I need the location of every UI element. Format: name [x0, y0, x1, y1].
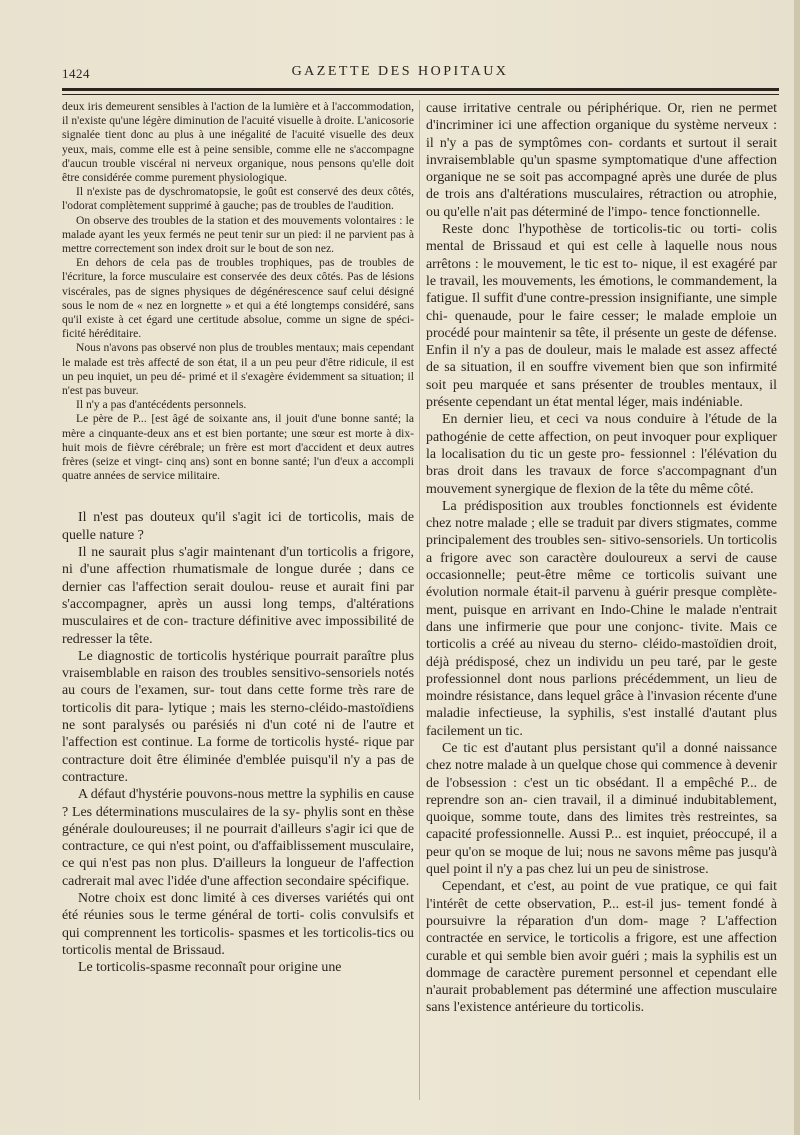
page-edge: [794, 0, 800, 1135]
paragraph: Il n'existe pas de dyschromatopsie, le goût est conservé des deux côtés, l'odorat complètement supprimé à gauche; pas de troubles de l'audition.: [62, 185, 414, 213]
page-number: 1424: [62, 66, 90, 81]
paragraph: En dehors de cela pas de troubles trophiques, pas de troubles de l'écriture, la force musculaire est conservée des deux côtés. Pas de lésions viscérales, pas de signes physiques de dégénérescence sauf celui désigné sous le nom de « nez en lorgnette » et qui a été longtemps considéré, sans qu'il existe à cet égard une certitude absolue, comme un signe de spéci- ficité héréditaire.: [62, 256, 414, 341]
header-rule-thin: [62, 94, 779, 95]
header-rule-thick: [62, 88, 779, 91]
paragraph: La prédisposition aux troubles fonctionnels est évidente chez notre malade ; elle se traduit par divers stigmates, comme principalement des troubles sen- sitivo-sensoriels. Un torticolis a frigore avec son caractère douloureux a servi de cause occasionnelle; peut-être même ce torticolis suivant une évolution normale était-il parvenu à guérir presque complète- ment, puisque en arrivant en Indo-Chine le malade n'entrait dans une infirmerie que pour une conjonc- tivite. Mais ce torticolis a créé au niveau du sterno- cléido-mastoïdien droit, déjà prédisposé, chez un individu un peu taré, par le geste professionnel dont nous parlions précédemment, un lieu de moindre résistance, dans lequel grâce à l'invasion récente d'une maladie infectieuse, la syphilis, s'est installé d'autant plus facilement un tic.: [426, 498, 777, 739]
paragraph: Il ne saurait plus s'agir maintenant d'un torticolis a frigore, ni d'une affection rhumatismale de longue durée ; dans ce dernier cas l'affection serait doulou- reuse et aurait fini par s'accompagner, après un aussi long temps, d'altérations musculaires et de con- tracture définitive avec impossibilité de redresser la tête.: [62, 545, 414, 647]
case-report-small-print: [62, 100, 414, 483]
paragraph: Le torticolis-spasme reconnaît pour origine une: [78, 960, 342, 976]
paragraph: A défaut d'hystérie pouvons-nous mettre la syphilis en cause ? Les déterminations musculaires de la sy- phylis sont en thèse générale douloureuses; il ne pourrait d'ailleurs s'agir ici que de contracture, ce qui n'est point, ou d'affaiblissement musculaire, ce qui n'est pas non plus. D'ailleurs la longueur de l'affection cadrerait mal avec l'idée d'une affection secondaire spécifique.: [62, 787, 414, 889]
paragraph: Notre choix est donc limité à ces diverses variétés qui ont été réunies sous le terme général de torti- colis convulsifs et qui comprennent les torticolis- spasmes et les torticolis-tics ou torticolis mental de Brissaud.: [62, 891, 414, 958]
right-column: [426, 100, 777, 1017]
paragraph: deux iris demeurent sensibles à l'action de la lumière et à l'accommodation, il n'existe qu'une légère diminution de l'acuité visuelle à droite. L'anicosorie signalée tient donc au plus à une inégalité de l'acuité visuelle des deux yeux, mais, comme elle est à peine sensible, comme elle ne s'accompagne d'aucun trouble viscéral ni nerveux organique, nous pensons qu'elle doit être considérée comme purement physiologique.: [62, 100, 414, 185]
paragraph: Cependant, et c'est, au point de vue pratique, ce qui fait l'intérêt de cette observation, P... est-il jus- tement fondé à poursuivre la réparation d'un dom- mage ? L'affection contractée en service, le torticolis a frigore, est une affection curable et qui semble bien avoir guéri ; mais la syphilis est un dommage de caractère purement personnel et cependant elle n'aurait probablement pas déterminé une affection musculaire sans l'existence antérieure du torticolis.: [426, 879, 777, 1016]
discussion-text: [62, 509, 414, 976]
paragraph: cause irritative centrale ou périphérique. Or, rien ne permet d'incriminer ici une affection organique du système nerveux : il n'y a pas de symptômes con- cordants et surtout il serait invraisemblable qu'un spasme symptomatique d'une affection organique ne se soit pas accompagné après une durée de plus de trois ans d'altérations musculaires, rétraction ou atrophie, ou qu'elle n'ait pas déterminé de l'impo- tence fonctionnelle.: [426, 101, 777, 220]
paragraph: Le diagnostic de torticolis hystérique pourrait paraître plus vraisemblable en raison des troubles sensitivo-sensoriels notés au cours de l'examen, sur- tout dans cette forme très rare de torticolis dit para- lytique ; mais les sterno-cléido-mastoïdiens ne sont paralysés ou parésiés ni d'un coté ni de l'autre et l'affection est continue. La forme de torticolis hysté- rique par contracture doit être éliminée d'emblée puisqu'il n'y a pas de contracture.: [62, 648, 414, 785]
journal-title: GAZETTE DES HOPITAUX: [291, 64, 509, 79]
paragraph: Il n'y a pas d'antécédents personnels.: [76, 398, 247, 412]
paragraph: Le père de P... [est âgé de soixante ans, il jouit d'une bonne santé; la mère a cinquante-deux ans et est bien portante; une sœur est morte à dix-huit mois de fièvre cérébrale; un frère est mort d'accident et deux autres frères (seize et vingt- cinq ans) sont en bonne santé; l'un d'eux a accompli quatre années de service militaire.: [62, 412, 414, 483]
left-column: [62, 100, 414, 977]
paragraph: Nous n'avons pas observé non plus de troubles mentaux; mais cependant le malade est très affecté de son état, il a un peu peur d'être ridicule, il est un peu inquiet, un peu dé- primé et il s'exagère évidemment sa situation; il n'est pas buveur.: [62, 341, 414, 398]
paragraph: Ce tic est d'autant plus persistant qu'il a donné naissance chez notre malade à un quelque chose qui commence à devenir de l'obsession : c'est un tic obsédant. Il a empêché P... de reprendre son an- cien travail, il a diminué indubitablement, quoique, somme toute, dans des limites très restreintes, sa capacité professionnelle. Aussi P... est inquiet, préoccupé, il a peur qu'on se moque de lui; nous ne savons même pas jusqu'à quel point il n'y a pas chez lui un peu de sinistrose.: [426, 740, 777, 878]
paragraph: En dernier lieu, et ceci va nous conduire à l'étude de la pathogénie de cette affection, on peut invoquer pour expliquer la localisation du tic un geste pro- fessionnel : l'élévation du bras droit dans les travaux de force s'accompagnant d'un mouvement synergique de flexion de la tête du même côté.: [426, 412, 777, 497]
paragraph: Il n'est pas douteux qu'il s'agit ici de torticolis, mais de quelle nature ?: [62, 510, 414, 543]
column-divider: [419, 100, 420, 1100]
paragraph: Reste donc l'hypothèse de torticolis-tic ou torti- colis mental de Brissaud et qui est celle à laquelle nous nous arrêtons : le mouvement, le tic est to- nique, il est exagéré par le travail, les mouvements, les émotions, le commandement, la fatigue. Il suffit d'une contre-pression insignifiante, une simple chi- quenaude, pour le faire cesser; le malade emploie un procédé pour maintenir sa tête, il présente un geste de défense. Enfin il n'y a pas de douleur, mais le malade est assez affecté de sa situation, il en souffre vivement bien que son infirmité soit peu marquée et sans présenter de troubles mentaux, il présente cependant un état mental léger, mais indéniable.: [426, 222, 777, 411]
paragraph: On observe des troubles de la station et des mouvements volontaires : le malade ayant les yeux fermés ne peut tenir sur un pied: il ne parvient pas à mettre correctement son index droit sur le bout de son nez.: [62, 213, 414, 256]
section-gap: [62, 483, 414, 509]
